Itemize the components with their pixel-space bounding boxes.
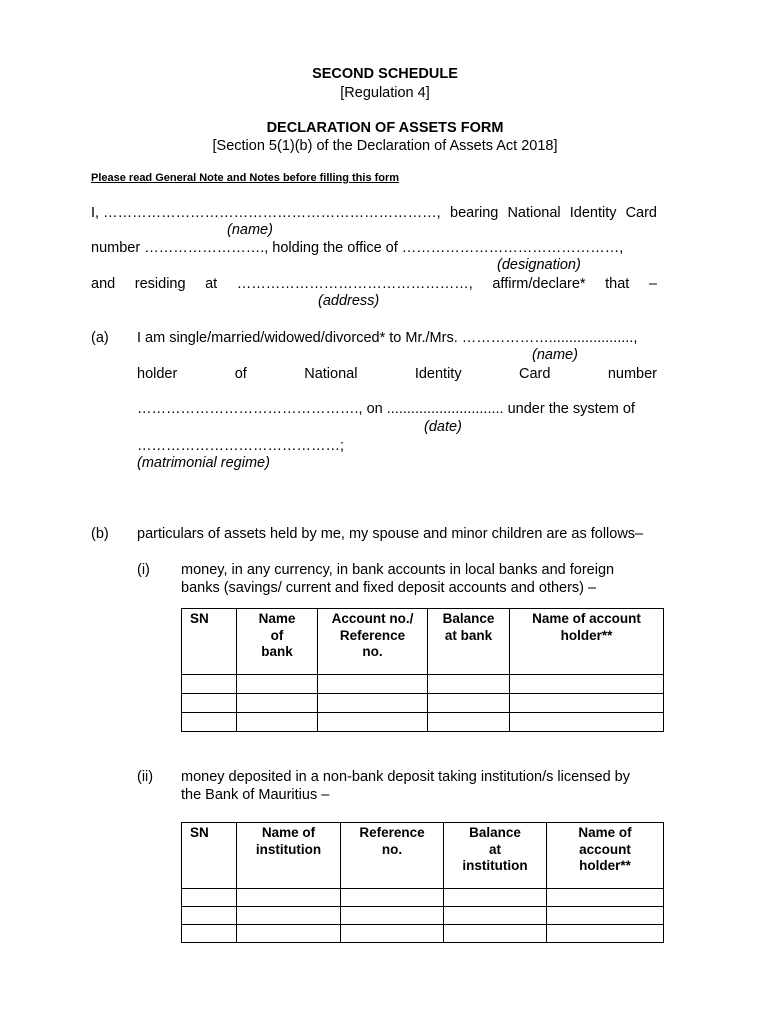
non-bank-deposits-table bbox=[181, 822, 664, 943]
table-cell[interactable] bbox=[318, 713, 428, 732]
section-a-line3: ………………………………………., on ............................. under the system of bbox=[137, 401, 635, 417]
col-holder: Name of account holder** bbox=[510, 609, 664, 675]
table-cell[interactable] bbox=[444, 907, 547, 925]
col-holder: Name of account holder** bbox=[547, 823, 664, 889]
section-b-label: (b) bbox=[91, 526, 109, 542]
table-cell[interactable] bbox=[318, 675, 428, 694]
form-subtitle: [Section 5(1)(b) of the Declaration of Assets Act 2018] bbox=[212, 138, 558, 154]
item-i-line1: money, in any currency, in bank accounts in local banks and foreign bbox=[181, 562, 615, 578]
table-header-row bbox=[182, 823, 664, 889]
table-row[interactable] bbox=[182, 713, 664, 732]
word: of bbox=[234, 366, 247, 382]
col-account-no: Account no./ Reference no. bbox=[318, 609, 428, 675]
item-i-line2: banks (savings/ current and fixed deposit accounts and others) – bbox=[181, 580, 597, 596]
declaration-line2: number ……………………., holding the office of ………………………………………, bbox=[91, 240, 624, 256]
word: residing bbox=[134, 276, 186, 292]
table-header-row bbox=[182, 609, 664, 675]
word: Card bbox=[625, 205, 657, 221]
table-cell[interactable] bbox=[237, 675, 318, 694]
item-i-label: (i) bbox=[137, 562, 150, 578]
table-cell[interactable] bbox=[182, 713, 237, 732]
col-reference-no: Reference no. bbox=[341, 823, 444, 889]
section-a-line2 bbox=[137, 366, 657, 382]
section-a-label: (a) bbox=[91, 330, 109, 346]
item-ii-line2: the Bank of Mauritius – bbox=[181, 787, 330, 803]
word: and bbox=[91, 276, 116, 292]
table-cell[interactable] bbox=[182, 907, 237, 925]
word: National bbox=[304, 366, 358, 382]
table-row[interactable] bbox=[182, 675, 664, 694]
bank-accounts-table bbox=[181, 608, 664, 732]
table-cell[interactable] bbox=[182, 925, 237, 943]
table-cell[interactable] bbox=[547, 889, 664, 907]
table-cell[interactable] bbox=[510, 675, 664, 694]
word: number bbox=[607, 366, 657, 382]
section-b-text: particulars of assets held by me, my spouse and minor children are as follows– bbox=[137, 526, 644, 542]
col-institution-name: Name of institution bbox=[237, 823, 341, 889]
col-sn: SN bbox=[182, 823, 237, 889]
table-cell[interactable] bbox=[237, 925, 341, 943]
table-cell[interactable] bbox=[237, 713, 318, 732]
table-cell[interactable] bbox=[341, 907, 444, 925]
declaration-line1-right bbox=[450, 205, 657, 221]
table-cell[interactable] bbox=[341, 889, 444, 907]
word: affirm/declare* bbox=[492, 276, 586, 292]
table-row[interactable] bbox=[182, 907, 664, 925]
fill-notice: Please read General Note and Notes before filling this form bbox=[91, 172, 400, 184]
col-bank-name: Name of bank bbox=[237, 609, 318, 675]
declaration-line3 bbox=[91, 276, 657, 292]
table-cell[interactable] bbox=[428, 675, 510, 694]
regulation-ref: [Regulation 4] bbox=[340, 85, 430, 101]
table-cell[interactable] bbox=[182, 675, 237, 694]
table-cell[interactable] bbox=[341, 925, 444, 943]
word: Identity bbox=[569, 205, 617, 221]
table-cell[interactable] bbox=[510, 694, 664, 713]
form-title: DECLARATION OF ASSETS FORM bbox=[266, 120, 504, 136]
section-a-line4: ……………………………………; bbox=[137, 438, 345, 454]
address-hint: (address) bbox=[318, 293, 380, 309]
schedule-title: SECOND SCHEDULE bbox=[312, 66, 458, 82]
table-row[interactable] bbox=[182, 889, 664, 907]
table-cell[interactable] bbox=[428, 713, 510, 732]
item-ii-label: (ii) bbox=[137, 769, 154, 785]
table-cell[interactable] bbox=[182, 889, 237, 907]
word: holder bbox=[137, 366, 178, 382]
table-cell[interactable] bbox=[547, 925, 664, 943]
word: at bbox=[205, 276, 218, 292]
date-hint: (date) bbox=[424, 419, 462, 435]
table-cell[interactable] bbox=[444, 925, 547, 943]
col-balance: Balance at institution bbox=[444, 823, 547, 889]
table-cell[interactable] bbox=[510, 713, 664, 732]
table-cell[interactable] bbox=[237, 907, 341, 925]
section-a-line1: I am single/married/widowed/divorced* to Mr./Mrs. ………………....................., bbox=[137, 330, 638, 346]
table-cell[interactable] bbox=[318, 694, 428, 713]
word: …………………………………………, bbox=[236, 276, 473, 292]
matrimonial-regime-hint: (matrimonial regime) bbox=[137, 455, 270, 471]
col-balance: Balance at bank bbox=[428, 609, 510, 675]
designation-hint: (designation) bbox=[497, 257, 581, 273]
table-cell[interactable] bbox=[182, 694, 237, 713]
table-cell[interactable] bbox=[428, 694, 510, 713]
table-row[interactable] bbox=[182, 694, 664, 713]
table-cell[interactable] bbox=[444, 889, 547, 907]
declaration-line1-left: I, ……………………………………………………………, bbox=[91, 205, 441, 221]
table-cell[interactable] bbox=[237, 889, 341, 907]
table-cell[interactable] bbox=[237, 694, 318, 713]
name-hint: (name) bbox=[227, 222, 273, 238]
word: bearing bbox=[450, 205, 499, 221]
item-ii-line1: money deposited in a non-bank deposit taking institution/s licensed by bbox=[181, 769, 630, 785]
word: Card bbox=[518, 366, 551, 382]
word: that bbox=[605, 276, 630, 292]
table-row[interactable] bbox=[182, 925, 664, 943]
spouse-name-hint: (name) bbox=[532, 347, 578, 363]
table-cell[interactable] bbox=[547, 907, 664, 925]
col-sn: SN bbox=[182, 609, 237, 675]
word: Identity bbox=[414, 366, 462, 382]
word: National bbox=[507, 205, 561, 221]
word: – bbox=[648, 276, 657, 292]
